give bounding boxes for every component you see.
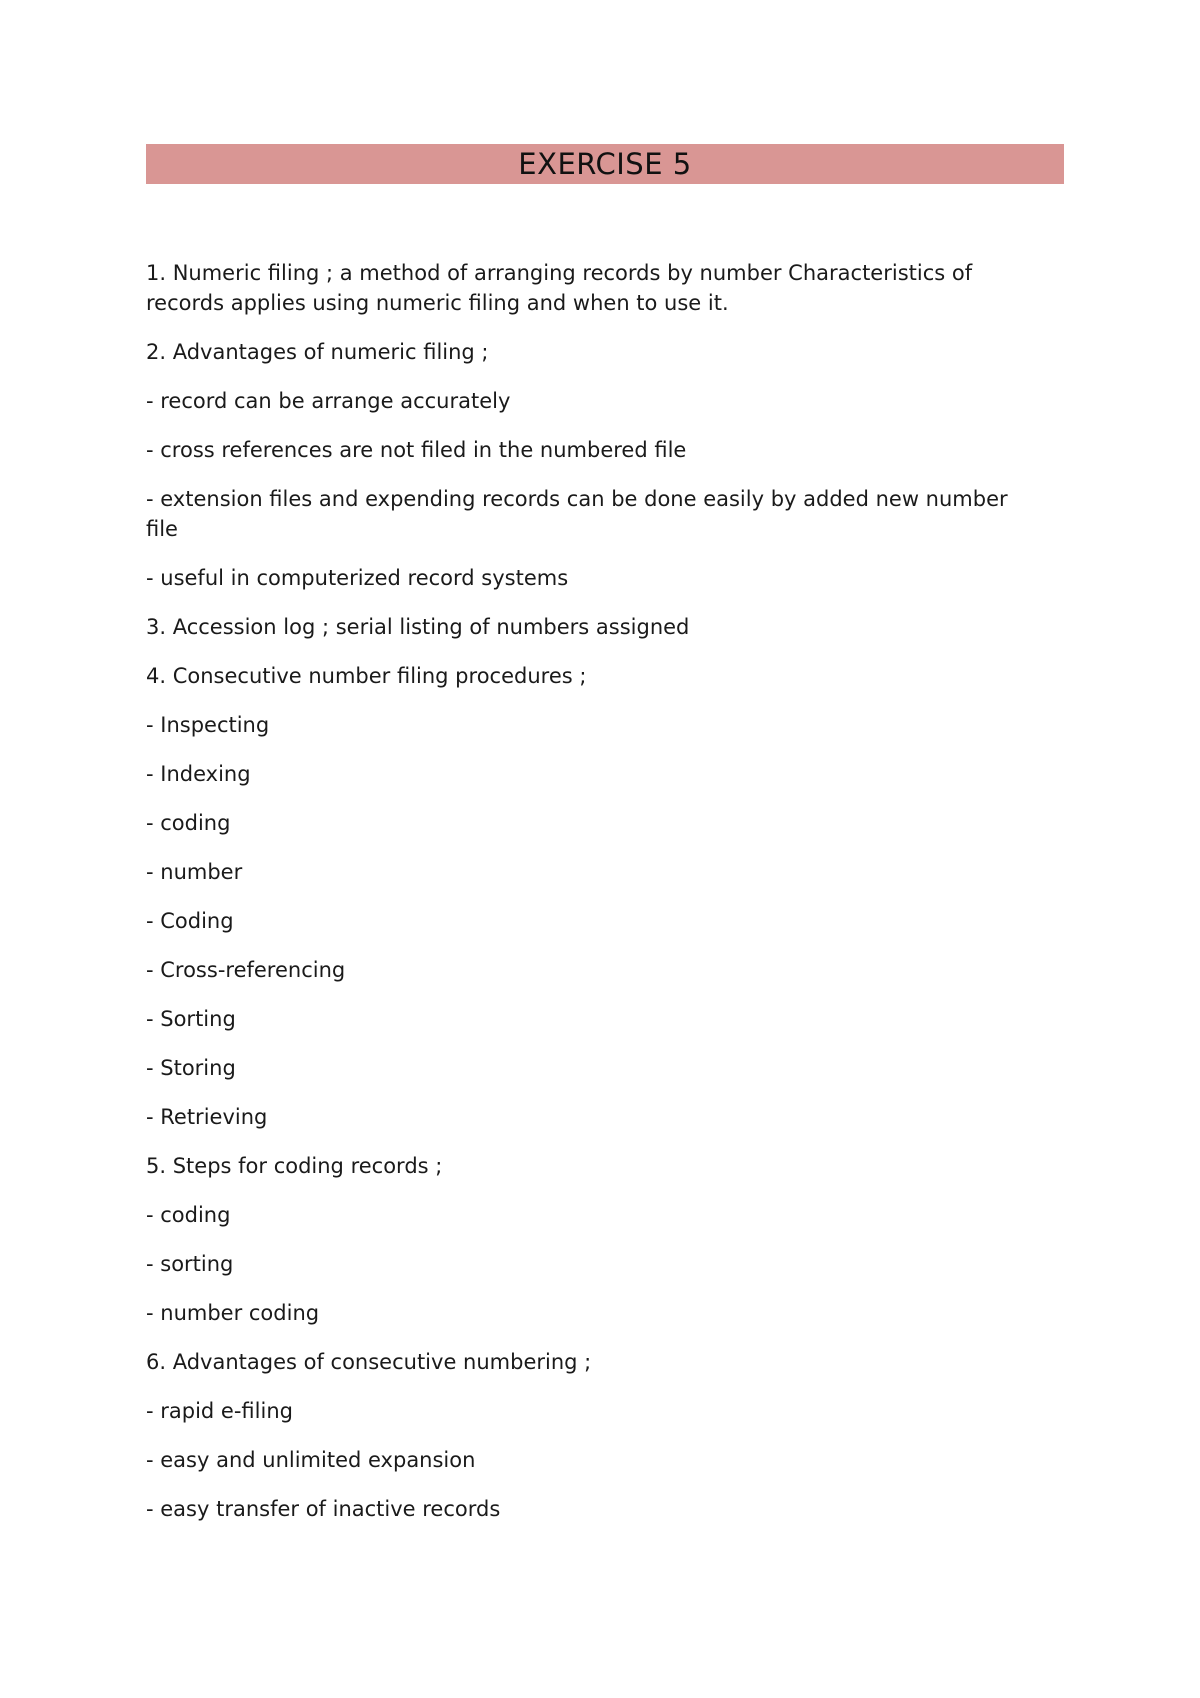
paragraph: 5. Steps for coding records ; (146, 1154, 443, 1178)
list-item: - easy transfer of inactive records (146, 1497, 501, 1521)
list-item: - coding (146, 1203, 231, 1227)
paragraph: 2. Advantages of numeric filing ; (146, 340, 489, 364)
list-item: - Storing (146, 1056, 236, 1080)
list-item: - cross references are not filed in the numbered file (146, 438, 687, 462)
paragraph: 1. Numeric filing ; a method of arranging records by number Characteristics of records applies using numeric filing and when to use it. (146, 261, 973, 315)
list-item: - coding (146, 811, 231, 835)
paragraph: 4. Consecutive number filing procedures ; (146, 664, 587, 688)
list-item: - sorting (146, 1252, 234, 1276)
list-item: - record can be arrange accurately (146, 389, 511, 413)
page-title: EXERCISE 5 (518, 146, 692, 181)
list-item: - Cross-referencing (146, 958, 346, 982)
paragraph: 3. Accession log ; serial listing of numbers assigned (146, 615, 690, 639)
document-body (146, 258, 1046, 1543)
list-item: - number coding (146, 1301, 320, 1325)
list-item: - Coding (146, 909, 234, 933)
list-item: - Retrieving (146, 1105, 268, 1129)
title-banner (146, 144, 1064, 184)
list-item: - useful in computerized record systems (146, 566, 569, 590)
list-item: - number (146, 860, 243, 884)
list-item: - rapid e-filing (146, 1399, 293, 1423)
list-item: - Inspecting (146, 713, 270, 737)
list-item: - Indexing (146, 762, 251, 786)
list-item: - Sorting (146, 1007, 236, 1031)
list-item: - easy and unlimited expansion (146, 1448, 476, 1472)
paragraph: 6. Advantages of consecutive numbering ; (146, 1350, 592, 1374)
list-item: - extension files and expending records can be done easily by added new number file (146, 487, 1008, 541)
